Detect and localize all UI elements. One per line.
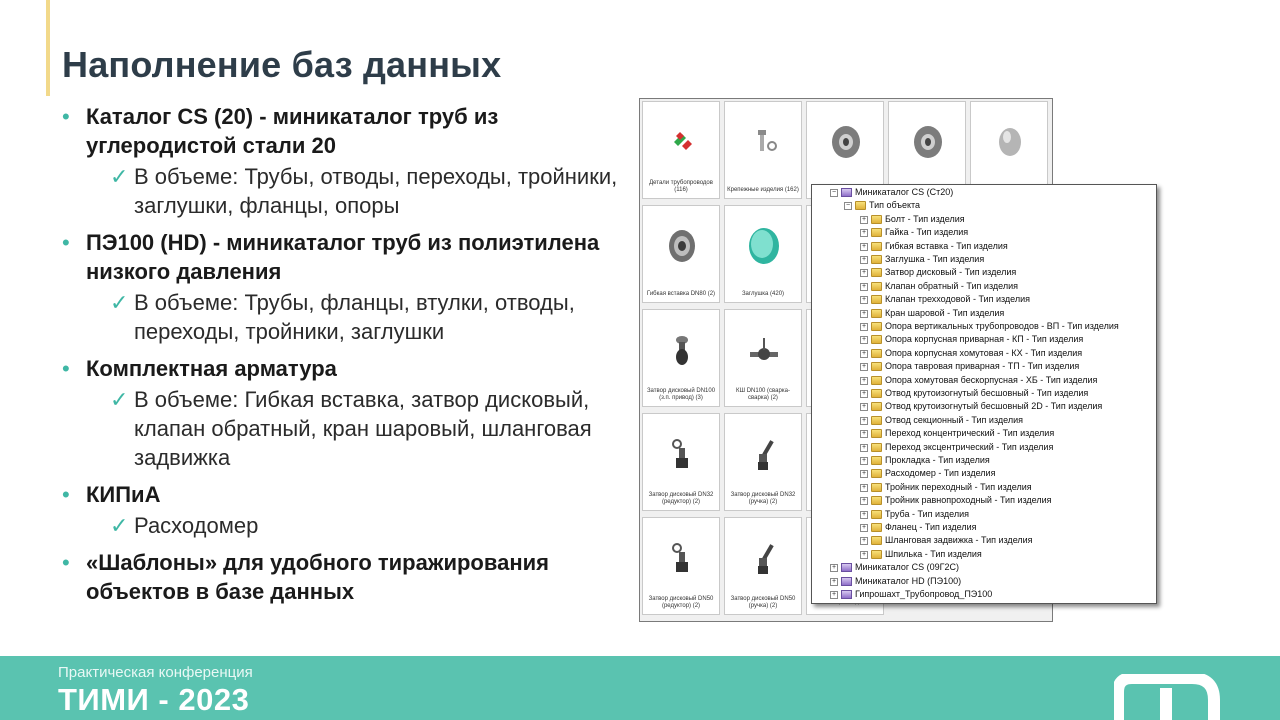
tree-node[interactable] [860, 414, 1023, 427]
tree-node-label: Тип объекта [869, 200, 921, 210]
sub-text: В объеме: Гибкая вставка, затвор дисковый, клапан обратный, кран шаровый, шланговая задвижка [134, 387, 592, 470]
event-title: ТИМИ - 2023 [58, 682, 250, 717]
bullet-item [62, 354, 642, 472]
check-icon: ✓ [110, 164, 129, 189]
sub-text: В объеме: Трубы, отводы, переходы, тройники, заглушки, фланцы, опоры [134, 164, 618, 218]
folder-icon [871, 496, 882, 505]
tile-caption: Заглушка (420) [741, 291, 785, 297]
tile-caption: КШ DN100 (сварка-сварка) (2) [736, 388, 790, 401]
folder-icon [871, 255, 882, 264]
folder-icon [871, 510, 882, 519]
expand-icon[interactable]: + [861, 228, 867, 236]
tree-node[interactable] [860, 333, 1083, 346]
tree-node-label: Шланговая задвижка - Тип изделия [885, 535, 1033, 545]
expand-icon[interactable]: + [861, 215, 867, 223]
tree-node-label: Опора вертикальных трубопроводов - ВП - Тип изделия [885, 321, 1119, 331]
expand-icon[interactable]: + [831, 563, 837, 571]
tree-node-label: Отвод крутоизогнутый бесшовный 2D - Тип изделия [885, 401, 1103, 411]
folder-icon [871, 349, 882, 358]
catalog-icon [841, 590, 852, 599]
catalog-tile[interactable] [642, 517, 720, 615]
bullet-item [62, 480, 642, 540]
folder-icon [871, 268, 882, 277]
tree-node-label: Тройник переходный - Тип изделия [885, 482, 1032, 492]
expand-icon[interactable]: + [861, 376, 867, 384]
expand-icon[interactable]: + [861, 443, 867, 451]
folder-icon [871, 215, 882, 224]
tree-node-label: Заглушка - Тип изделия [885, 254, 985, 264]
folder-icon [871, 469, 882, 478]
tree-node[interactable] [860, 240, 1008, 253]
tree-node[interactable] [860, 320, 1119, 333]
folder-icon [871, 443, 882, 452]
bullet-item [62, 548, 642, 606]
bullet-text: Комплектная арматура [86, 356, 337, 381]
tree-node-label: Клапан трехходовой - Тип изделия [885, 294, 1031, 304]
folder-icon [871, 402, 882, 411]
fastener-icon [744, 122, 784, 162]
expand-icon[interactable]: + [861, 536, 867, 544]
expand-icon[interactable]: + [861, 268, 867, 276]
tree-node-label: Опора корпусная хомутовая - КХ - Тип изделия [885, 348, 1083, 358]
footer-banner [0, 656, 1280, 720]
valve-icon [662, 330, 702, 370]
folder-icon [871, 295, 882, 304]
expand-icon[interactable]: + [861, 309, 867, 317]
valve-handle-icon [744, 538, 784, 578]
tile-caption: Затвор дисковый DN32 (ручка) (2) [730, 492, 796, 505]
folder-icon [871, 536, 882, 545]
expand-icon[interactable]: + [861, 349, 867, 357]
expand-icon[interactable]: + [861, 416, 867, 424]
folder-icon [871, 335, 882, 344]
tile-caption: Детали трубопроводов (116) [649, 180, 713, 193]
tree-node-label: Тройник равнопроходный - Тип изделия [885, 495, 1052, 505]
tree-node-label: Клапан обратный - Тип изделия [885, 281, 1018, 291]
folder-icon [871, 456, 882, 465]
tree-node-label: Опора хомутовая бескорпусная - ХБ - Тип изделия [885, 375, 1098, 385]
check-icon: ✓ [110, 513, 129, 538]
tree-node[interactable] [860, 508, 969, 521]
cap-icon [990, 122, 1030, 162]
catalog-tile[interactable] [724, 101, 802, 199]
tree-node[interactable] [860, 213, 965, 226]
tree-node[interactable] [860, 521, 977, 534]
tree-node[interactable] [830, 561, 959, 574]
tile-caption: Затвор дисковый DN100 (з.п. привод) (3) [646, 388, 716, 401]
folder-icon [871, 309, 882, 318]
tree-node-label: Опора корпусная приварная - КП - Тип изделия [885, 334, 1084, 344]
bullet-item [62, 228, 642, 346]
tree-node-label: Фланец - Тип изделия [885, 522, 977, 532]
expand-icon[interactable]: + [861, 362, 867, 370]
catalog-icon [841, 188, 852, 197]
sub-item [86, 162, 642, 220]
catalog-tile[interactable] [642, 101, 720, 199]
bullet-list [62, 102, 642, 612]
tree-node-label: Расходомер - Тип изделия [885, 468, 996, 478]
catalog-icon [841, 577, 852, 586]
catalog-tile[interactable] [724, 413, 802, 511]
company-logo-icon [1114, 674, 1224, 720]
catalog-tile[interactable] [724, 517, 802, 615]
collapse-icon[interactable]: − [831, 188, 837, 196]
pipe-parts-icon [662, 122, 702, 162]
bullet-text: «Шаблоны» для удобного тиражирования объектов в базе данных [86, 550, 549, 604]
folder-icon [871, 242, 882, 251]
tree-node[interactable] [844, 199, 920, 212]
valve-handle-icon [744, 434, 784, 474]
tree-node-label: Кран шаровой - Тип изделия [885, 308, 1005, 318]
tree-node[interactable] [860, 374, 1097, 387]
folder-icon [871, 483, 882, 492]
tile-caption: Затвор дисковый DN32 (редуктор) (2) [648, 492, 714, 505]
bullet-text: КИПиА [86, 482, 161, 507]
ball-valve-icon [744, 330, 784, 370]
tree-node[interactable] [860, 481, 1032, 494]
tree-node[interactable] [860, 467, 995, 480]
expand-icon[interactable]: + [861, 389, 867, 397]
tile-caption: Затвор дисковый DN50 (ручка) (2) [730, 596, 796, 609]
tree-node-label: Опора тавровая приварная - ТП - Тип изделия [885, 361, 1080, 371]
conference-label: Практическая конференция [58, 664, 253, 681]
flex-insert-icon [662, 226, 702, 266]
tree-node[interactable] [860, 280, 1018, 293]
sub-item [86, 288, 642, 346]
tree-node-label: Шпилька - Тип изделия [885, 549, 982, 559]
expand-icon[interactable]: + [861, 496, 867, 504]
expand-icon[interactable]: + [861, 429, 867, 437]
tree-node[interactable] [860, 534, 1033, 547]
flange-icon [908, 122, 948, 162]
folder-icon [871, 322, 882, 331]
tree-node[interactable] [860, 454, 990, 467]
bullet-dot-icon: • [62, 482, 70, 507]
sub-text: Расходомер [134, 513, 259, 538]
tree-node-label: Отвод крутоизогнутый бесшовный - Тип изделия [885, 388, 1089, 398]
expand-icon[interactable]: + [861, 295, 867, 303]
expand-icon[interactable]: + [861, 335, 867, 343]
expand-icon[interactable]: + [831, 590, 837, 598]
folder-icon [871, 376, 882, 385]
tree-node[interactable] [860, 266, 1016, 279]
catalog-tile[interactable] [724, 309, 802, 407]
tree-node-label: Отвод секционный - Тип изделия [885, 415, 1023, 425]
tree-node-label: Затвор дисковый - Тип изделия [885, 267, 1017, 277]
bullet-dot-icon: • [62, 230, 70, 255]
folder-icon [871, 550, 882, 559]
tree-node[interactable] [860, 494, 1052, 507]
folder-icon [855, 201, 866, 210]
folder-icon [871, 416, 882, 425]
bullet-item [62, 102, 642, 220]
bullet-dot-icon: • [62, 550, 70, 575]
tree-node[interactable] [860, 548, 982, 561]
expand-icon[interactable]: + [861, 550, 867, 558]
tile-caption: Крепежные изделия (162) [727, 187, 799, 193]
folder-icon [871, 429, 882, 438]
tree-node[interactable] [860, 293, 1030, 306]
tree-node-label: Прокладка - Тип изделия [885, 455, 990, 465]
tree-node-label: Переход эксцентрический - Тип изделия [885, 442, 1054, 452]
tree-node-label: Миникаталог HD (ПЭ100) [855, 576, 962, 586]
tree-node[interactable] [860, 226, 968, 239]
tree-node[interactable] [830, 575, 961, 588]
catalog-tile[interactable] [642, 309, 720, 407]
bullet-text: ПЭ100 (HD) - миникаталог труб из полиэтилена низкого давления [86, 230, 600, 284]
expand-icon[interactable]: + [861, 510, 867, 518]
tree-node-label: Гайка - Тип изделия [885, 227, 969, 237]
tree-node-label: Миникаталог CS (Ст20) [855, 187, 954, 197]
bullet-text: Каталог CS (20) - миникаталог труб из углеродистой стали 20 [86, 104, 499, 158]
expand-icon[interactable]: + [861, 282, 867, 290]
valve-gearbox-icon [662, 434, 702, 474]
blind-plug-icon [744, 226, 784, 266]
sub-item [86, 385, 642, 472]
tree-node-label: Гибкая вставка - Тип изделия [885, 241, 1008, 251]
tree-node-label: Болт - Тип изделия [885, 214, 965, 224]
bullet-dot-icon: • [62, 356, 70, 381]
check-icon: ✓ [110, 290, 129, 315]
catalog-icon [841, 563, 852, 572]
tree-node-label: Переход концентрический - Тип изделия [885, 428, 1055, 438]
title-accent-bar [46, 0, 50, 96]
tree-node-label: Гипрошахт_Трубопровод_ПЭ100 [855, 589, 993, 599]
folder-icon [871, 228, 882, 237]
expand-icon[interactable]: + [861, 322, 867, 330]
slide-title: Наполнение баз данных [62, 44, 502, 85]
tree-node[interactable] [860, 347, 1082, 360]
expand-icon[interactable]: + [861, 402, 867, 410]
expand-icon[interactable]: + [861, 483, 867, 491]
folder-icon [871, 282, 882, 291]
valve-gearbox-icon [662, 538, 702, 578]
expand-icon[interactable]: + [861, 255, 867, 263]
catalog-tile[interactable] [642, 413, 720, 511]
tree-node[interactable] [860, 387, 1088, 400]
expand-icon[interactable]: + [861, 456, 867, 464]
expand-icon[interactable]: + [861, 242, 867, 250]
tile-caption: Затвор дисковый DN50 (редуктор) (2) [648, 596, 714, 609]
sub-item [86, 511, 642, 540]
expand-icon[interactable]: + [831, 577, 837, 585]
expand-icon[interactable]: + [861, 523, 867, 531]
tree-node-label: Миникаталог CS (09Г2С) [855, 562, 960, 572]
tile-caption: Гибкая вставка DN80 (2) [646, 291, 716, 297]
expand-icon[interactable]: + [861, 469, 867, 477]
tree-node-label: Труба - Тип изделия [885, 509, 970, 519]
tree-node[interactable] [830, 588, 992, 601]
catalog-tile[interactable] [724, 205, 802, 303]
tree-node[interactable] [860, 253, 984, 266]
tree-node[interactable] [860, 427, 1054, 440]
folder-icon [871, 362, 882, 371]
check-icon: ✓ [110, 387, 129, 412]
tree-node[interactable] [860, 360, 1079, 373]
tree-node[interactable] [860, 307, 1004, 320]
sub-text: В объеме: Трубы, фланцы, втулки, отводы, переходы, тройники, заглушки [134, 290, 575, 344]
folder-icon [871, 389, 882, 398]
tree-node[interactable] [830, 186, 953, 199]
tree-node[interactable] [860, 441, 1053, 454]
catalog-tree-panel [811, 184, 1157, 604]
folder-icon [871, 523, 882, 532]
bullet-dot-icon: • [62, 104, 70, 129]
tree-node[interactable] [860, 400, 1102, 413]
collapse-icon[interactable]: − [845, 201, 851, 209]
catalog-tile[interactable] [642, 205, 720, 303]
flange-icon [826, 122, 866, 162]
